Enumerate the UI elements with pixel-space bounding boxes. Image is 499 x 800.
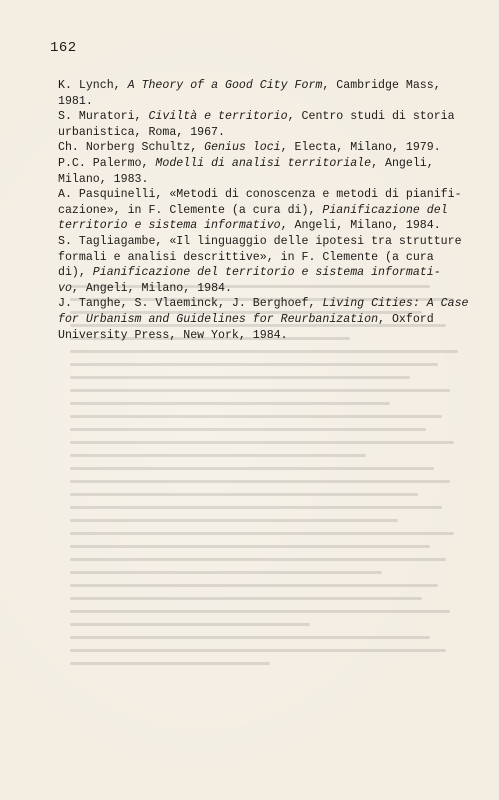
reference-line xyxy=(58,328,473,344)
reference-line xyxy=(58,203,473,219)
reference-text-segment: di), xyxy=(58,266,93,280)
reference-text-segment: , Cambridge Mass, xyxy=(322,79,441,92)
reference-text-segment: , Oxford xyxy=(378,312,434,326)
reference-entry xyxy=(58,156,473,187)
reference-entry xyxy=(58,187,473,234)
reference-line xyxy=(58,250,473,266)
reference-text-segment: S. Muratori, xyxy=(58,110,149,124)
reference-list xyxy=(58,78,473,343)
bleed-through-texture xyxy=(70,285,470,725)
reference-title-segment: vo xyxy=(58,281,72,295)
reference-text-segment: , Angeli, xyxy=(371,156,434,170)
reference-text-segment: University Press, New York, 1984. xyxy=(58,328,288,342)
reference-line xyxy=(58,109,473,125)
reference-line xyxy=(58,172,473,188)
reference-line xyxy=(58,187,473,203)
reference-entry xyxy=(58,140,473,156)
page-number: 162 xyxy=(50,40,77,56)
reference-text-segment: cazione», in F. Clemente (a cura di), xyxy=(58,203,323,217)
reference-line xyxy=(58,281,473,297)
reference-text-segment: , Angeli, Milano, 1984. xyxy=(71,281,232,295)
reference-text-segment: 1981. xyxy=(58,94,93,108)
reference-entry xyxy=(58,234,473,296)
reference-line xyxy=(58,125,473,141)
reference-line xyxy=(58,312,473,328)
reference-text-segment: S. Tagliagambe, «Il linguaggio delle ipotesi tra strutture xyxy=(58,234,462,248)
reference-line xyxy=(58,218,473,234)
reference-text-segment: formali e analisi descrittive», in F. Clemente (a cura xyxy=(58,250,434,264)
reference-title-segment: Genius loci xyxy=(204,141,281,155)
reference-title-segment: territorio e sistema informativo xyxy=(58,219,281,233)
reference-entry xyxy=(58,109,473,140)
reference-line xyxy=(58,156,473,172)
reference-text-segment: Ch. Norberg Schultz, xyxy=(58,141,205,155)
reference-text-segment: Milano, 1983. xyxy=(58,172,149,186)
reference-text-segment: A. Pasquinelli, «Metodi di conoscenza e metodi di pianifi- xyxy=(58,188,462,202)
reference-title-segment: Pianificazione del territorio e sistema informati- xyxy=(92,266,441,280)
reference-title-segment: A Theory of a Good City Form xyxy=(127,79,323,92)
reference-text-segment: P.C. Palermo, xyxy=(58,156,156,170)
reference-line xyxy=(58,234,473,250)
reference-title-segment: Civiltà e territorio xyxy=(148,110,288,124)
reference-text-segment: , Angeli, Milano, 1984. xyxy=(280,219,441,233)
reference-text-segment: , Centro studi di storia xyxy=(287,110,455,124)
reference-text-segment: J. Tanghe, S. Vlaeminck, J. Berghoef, xyxy=(58,297,323,311)
reference-title-segment: Pianificazione del xyxy=(322,203,448,217)
reference-entry xyxy=(58,296,473,343)
reference-line xyxy=(58,265,473,281)
reference-line xyxy=(58,78,473,94)
reference-text-segment: K. Lynch, xyxy=(58,79,128,92)
reference-title-segment: for Urbanism and Guidelines for Reurbanization xyxy=(58,312,379,326)
reference-line xyxy=(58,94,473,110)
reference-line xyxy=(58,140,473,156)
reference-line xyxy=(58,296,473,312)
reference-title-segment: Living Cities: A Case xyxy=(322,297,469,311)
reference-title-segment: Modelli di analisi territoriale xyxy=(155,156,372,170)
reference-text-segment: urbanistica, Roma, 1967. xyxy=(58,125,225,139)
reference-text-segment: , Electa, Milano, 1979. xyxy=(280,141,441,155)
reference-entry xyxy=(58,78,473,109)
